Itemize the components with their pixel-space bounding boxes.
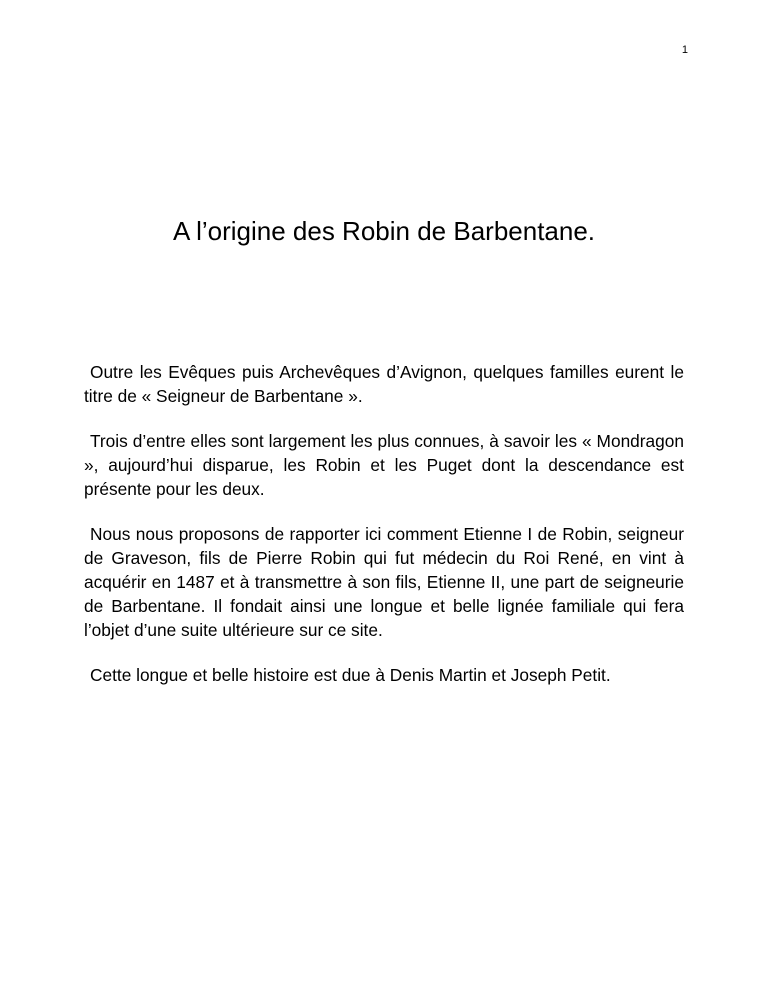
page-number: 1 [681, 44, 688, 56]
paragraph-families: Trois d’entre elles sont largement les plus connues, à savoir les « Mondragon », aujourd’hui disparue, les Robin et les Puget dont la descendance est présente pour les deux. [84, 431, 684, 499]
paragraph-etienne: Nous nous proposons de rapporter ici comment Etienne I de Robin, seigneur de Graveson, fils de Pierre Robin qui fut médecin du Roi René, en vint à acquérir en 1487 et à transmettre à son fils, Etienne II, une part de seigneurie de Barbentane. Il fondait ainsi une longue et belle lignée familiale qui fera l’objet d’une suite ultérieure sur ce site. [84, 524, 684, 640]
paragraph-credits: Cette longue et belle histoire est due à Denis Martin et Joseph Petit. [90, 665, 611, 685]
document-body [84, 360, 684, 708]
document-title: A l’origine des Robin de Barbentane. [172, 216, 596, 246]
paragraph-intro: Outre les Evêques puis Archevêques d’Avignon, quelques familles eurent le titre de « Seigneur de Barbentane ». [84, 362, 684, 406]
